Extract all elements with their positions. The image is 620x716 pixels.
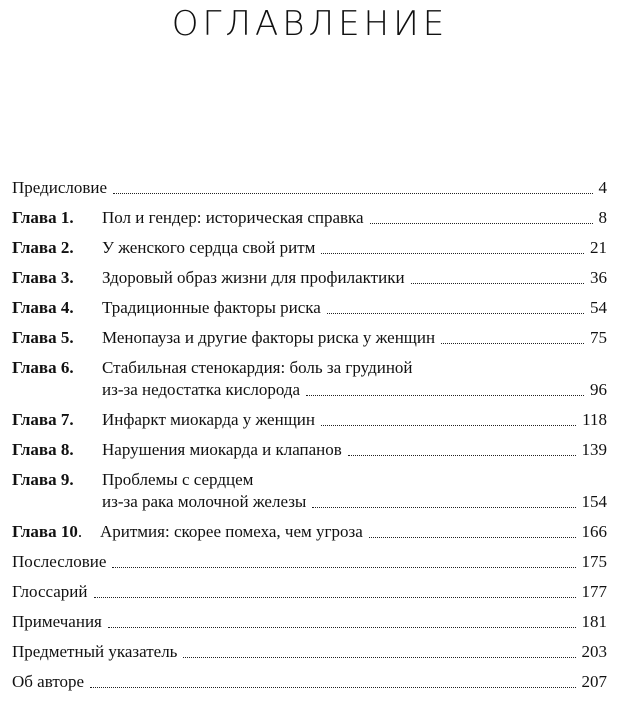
- entry-title-line-2: из-за недостатка кислорода: [102, 380, 301, 399]
- page-number: 166: [581, 522, 607, 541]
- dot-leader: [369, 537, 576, 538]
- dot-leader: [321, 425, 576, 426]
- dot-leader: [327, 313, 584, 314]
- dot-leader: [113, 193, 592, 194]
- toc-entry-chapter-7[interactable]: [12, 402, 607, 432]
- entry-title: Глоссарий: [12, 582, 88, 601]
- toc-entry-chapter-6[interactable]: [12, 350, 607, 402]
- toc-entry-chapter-10[interactable]: [12, 514, 607, 544]
- entry-title: Пол и гендер: историческая справка: [102, 208, 364, 227]
- dot-leader: [370, 223, 593, 224]
- page-number: 139: [581, 440, 607, 459]
- page-number: 181: [581, 612, 607, 631]
- entry-title: Нарушения миокарда и клапанов: [102, 440, 342, 459]
- dot-leader: [321, 253, 584, 254]
- entry-title: Инфаркт миокарда у женщин: [102, 410, 315, 429]
- toc-entry-chapter-8[interactable]: [12, 432, 607, 462]
- toc-entry-about-author[interactable]: [12, 664, 607, 694]
- dot-leader: [94, 597, 576, 598]
- toc-entry-chapter-1[interactable]: [12, 200, 607, 230]
- chapter-label-punct: .: [77, 522, 83, 541]
- toc-entry-chapter-9[interactable]: [12, 462, 607, 514]
- entry-title: Традиционные факторы риска: [102, 298, 321, 317]
- entry-title: Здоровый образ жизни для профилактики: [102, 268, 405, 287]
- entry-title: Аритмия: скорее помеха, чем угроза: [100, 522, 363, 541]
- page-number: 177: [581, 582, 607, 601]
- page-number: 207: [581, 672, 607, 691]
- toc-entry-chapter-2[interactable]: [12, 230, 607, 260]
- chapter-label: Глава 3.: [12, 268, 74, 287]
- page-number: 21: [590, 238, 607, 257]
- page-number: 75: [590, 328, 607, 347]
- page-number: 8: [598, 208, 607, 227]
- chapter-label: Глава 9.: [12, 470, 74, 489]
- entry-title-line-2: из-за рака молочной железы: [102, 492, 307, 511]
- chapter-label: Глава 7.: [12, 410, 74, 429]
- entry-title: Предметный указатель: [12, 642, 178, 661]
- page-number: 154: [581, 492, 607, 511]
- page-number: 96: [590, 380, 607, 399]
- chapter-label-text: Глава 10: [12, 522, 78, 541]
- page-number: 54: [590, 298, 607, 317]
- toc-entry-chapter-5[interactable]: [12, 320, 607, 350]
- dot-leader: [112, 567, 575, 568]
- page-number: 118: [582, 410, 607, 429]
- entry-title: Примечания: [12, 612, 102, 631]
- toc-entry-chapter-3[interactable]: [12, 260, 607, 290]
- dot-leader: [90, 687, 575, 688]
- page-number: 203: [581, 642, 607, 661]
- toc-entry-index[interactable]: [12, 634, 607, 664]
- page-number: 175: [581, 552, 607, 571]
- entry-title: У женского сердца свой ритм: [102, 238, 316, 257]
- page-number: 4: [598, 178, 607, 197]
- dot-leader: [108, 627, 576, 628]
- toc-entry-notes[interactable]: [12, 604, 607, 634]
- chapter-label: Глава 1.: [12, 208, 74, 227]
- chapter-label: Глава 4.: [12, 298, 74, 317]
- page-title: ОГЛАВЛЕНИЕ: [171, 4, 449, 44]
- dot-leader: [441, 343, 584, 344]
- entry-title-line-1: Стабильная стенокардия: боль за грудиной: [102, 358, 413, 377]
- toc-entry-chapter-4[interactable]: [12, 290, 607, 320]
- entry-title: Предисловие: [12, 178, 108, 197]
- entry-title: Менопауза и другие факторы риска у женщин: [102, 328, 436, 347]
- dot-leader: [312, 507, 575, 508]
- entry-title-line-1: Проблемы с сердцем: [102, 470, 254, 489]
- dot-leader: [348, 455, 576, 456]
- dot-leader: [306, 395, 584, 396]
- page-number: 36: [590, 268, 607, 287]
- chapter-label: Глава 2.: [12, 238, 74, 257]
- chapter-label: Глава 5.: [12, 328, 74, 347]
- entry-title: Послесловие: [12, 552, 107, 571]
- table-of-contents: [12, 170, 607, 694]
- chapter-label: Глава 6.: [12, 358, 74, 377]
- dot-leader: [411, 283, 584, 284]
- toc-entry-preface[interactable]: [12, 170, 607, 200]
- chapter-label: Глава 8.: [12, 440, 74, 459]
- toc-entry-glossary[interactable]: [12, 574, 607, 604]
- entry-title: Об авторе: [12, 672, 85, 691]
- dot-leader: [183, 657, 575, 658]
- toc-entry-afterword[interactable]: [12, 544, 607, 574]
- chapter-label: [12, 521, 102, 543]
